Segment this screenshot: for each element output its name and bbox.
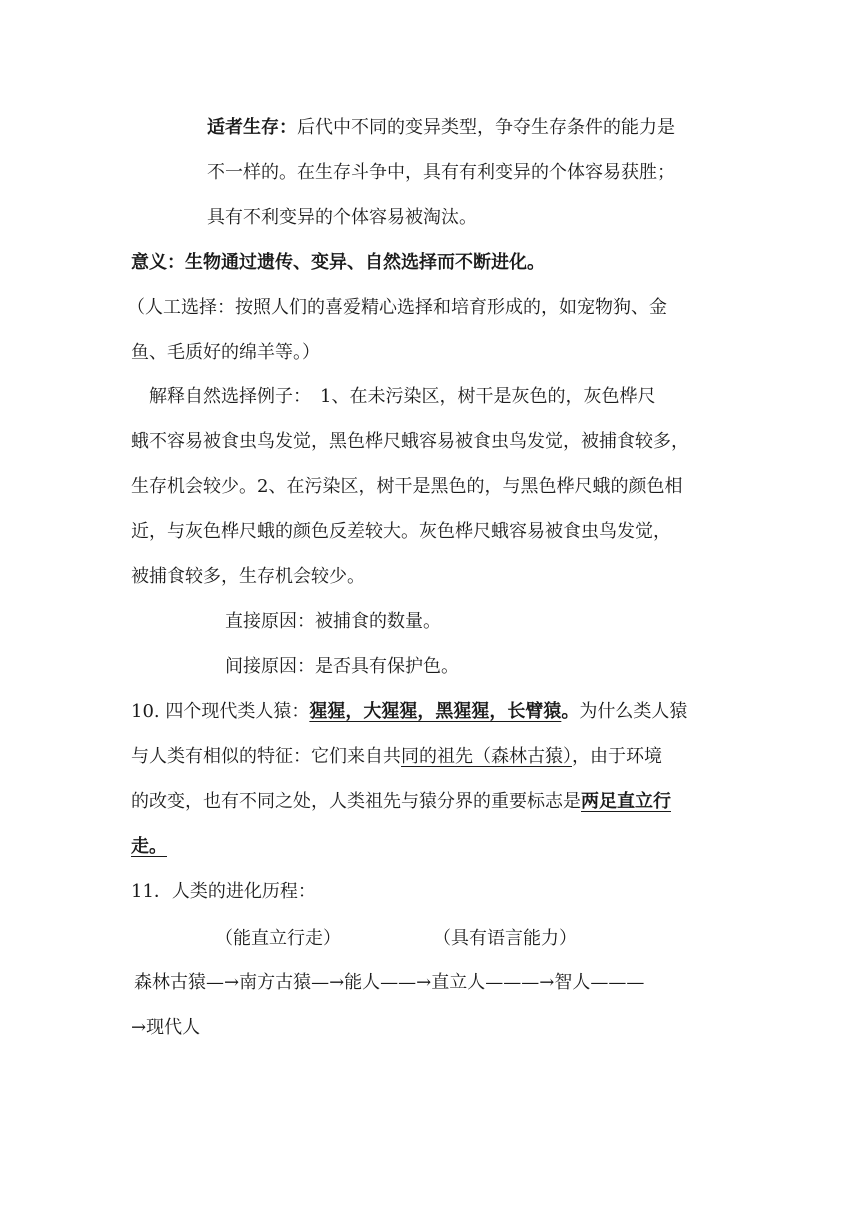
q10-line3-a: 的改变，也有不同之处，人类祖先与猿分界的重要标志是 bbox=[131, 791, 581, 812]
survival-line-2: 不一样的。在生存斗争中，具有有利变异的个体容易获胜； bbox=[207, 162, 675, 183]
q10-apes: 猩猩，大猩猩，黑猩猩，长臂猿 bbox=[309, 701, 562, 722]
q10-line-1 bbox=[131, 700, 731, 724]
indirect-cause: 间接原因：是否具有保护色。 bbox=[225, 656, 459, 677]
example-line-4: 近，与灰色桦尺蛾的颜色反差较大。灰色桦尺蛾容易被食虫鸟发觉， bbox=[131, 521, 671, 542]
q10-line-3 bbox=[131, 790, 731, 814]
q10-bipedal: 两足直立行 bbox=[581, 791, 671, 812]
survival-label: 适者生存： bbox=[207, 117, 297, 138]
example-line-5: 被捕食较多，生存机会较少。 bbox=[131, 566, 365, 587]
q10-mid: 为什么类人猿 bbox=[579, 701, 688, 722]
q11-title: 11．人类的进化历程： bbox=[131, 881, 316, 902]
q10-line-4 bbox=[131, 835, 731, 859]
q11-note-upright: （能直立行走） bbox=[215, 928, 341, 949]
example-line-2: 蛾不容易被食虫鸟发觉，黑色桦尺蛾容易被食虫鸟发觉，被捕食较多， bbox=[131, 431, 689, 452]
evolution-chain-line-1: 森林古猿—→南方古猿—→能人——→直立人———→智人——— bbox=[134, 972, 645, 993]
q10-period: 。 bbox=[561, 701, 580, 722]
q10-line-2 bbox=[131, 745, 731, 769]
q10-bipedal-end: 走。 bbox=[131, 836, 167, 857]
evolution-chain-line-2: →现代人 bbox=[131, 1017, 201, 1038]
q11-note-language: （具有语言能力） bbox=[433, 928, 577, 949]
direct-cause: 直接原因：被捕食的数量。 bbox=[225, 611, 441, 632]
survival-line-3: 具有不利变异的个体容易被淘汰。 bbox=[207, 207, 477, 228]
q10-line2-b: ，由于环境 bbox=[572, 746, 662, 767]
q10-prefix: 10. 四个现代类人猿： bbox=[131, 701, 310, 722]
q10-common-ancestor: 同的祖先（森林古猿） bbox=[401, 746, 572, 767]
survival-line-1 bbox=[207, 116, 732, 140]
example-line-3: 生存机会较少。2、在污染区，树干是黑色的，与黑色桦尺蛾的颜色相 bbox=[131, 476, 683, 497]
survival-text-1: 后代中不同的变异类型，争夺生存条件的能力是 bbox=[297, 117, 675, 138]
artificial-line-2: 鱼、毛质好的绵羊等。） bbox=[131, 342, 320, 363]
meaning-line: 意义：生物通过遗传、变异、自然选择而不断进化。 bbox=[131, 252, 545, 273]
artificial-line-1: （人工选择：按照人们的喜爱精心选择和培育形成的，如宠物狗、金 bbox=[127, 297, 667, 318]
q10-line2-a: 与人类有相似的特征：它们来自共 bbox=[131, 746, 401, 767]
example-line-1: 解释自然选择例子： 1、在未污染区，树干是灰色的，灰色桦尺 bbox=[131, 386, 656, 407]
